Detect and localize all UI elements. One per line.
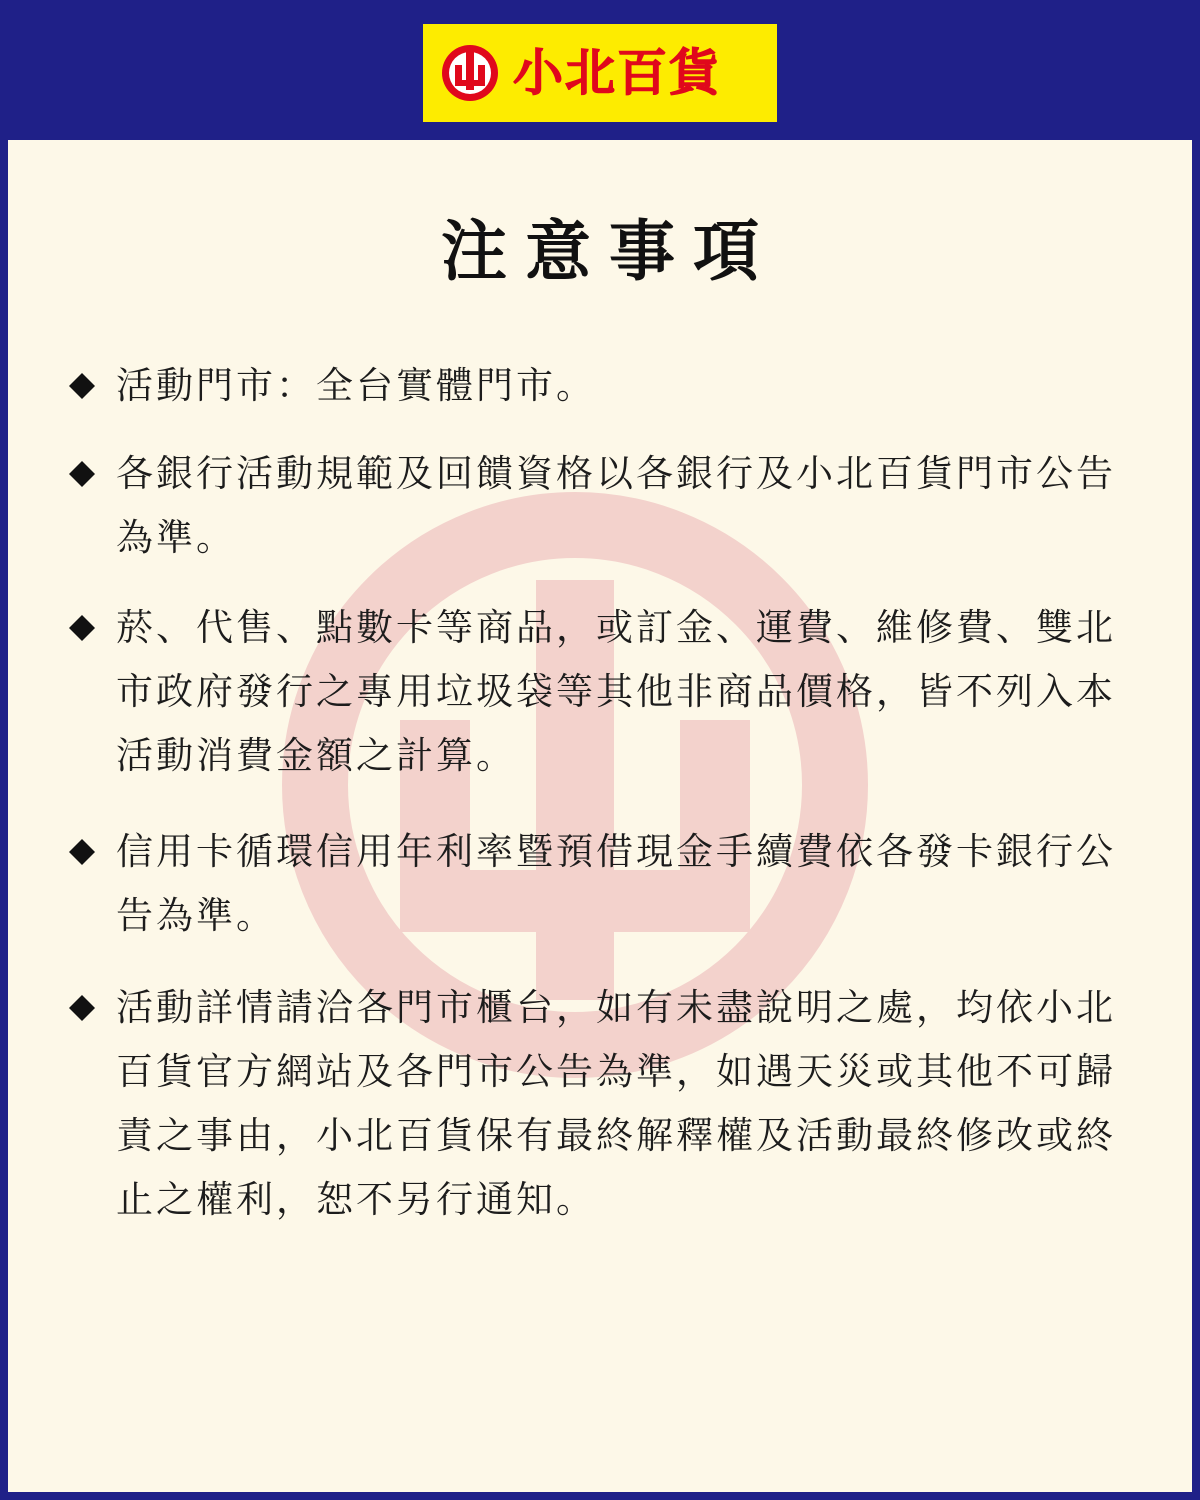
brand-logo [423, 24, 777, 122]
note-text: 各銀行活動規範及回饋資格以各銀行及小北百貨門市公告為準。 [116, 452, 1116, 559]
notice-list [8, 140, 1192, 1492]
notice-panel [8, 140, 1192, 1492]
diamond-bullet-icon [60, 978, 108, 1038]
diamond-bullet-icon [60, 598, 108, 658]
note-text: 信用卡循環信用年利率暨預借現金手續費依各發卡銀行公告為準。 [116, 830, 1116, 937]
brand-name: 小北百貨 [513, 44, 721, 102]
diamond-bullet-icon [60, 822, 108, 882]
note-text: 活動門市：全台實體門市。 [116, 364, 596, 407]
page-title: 注意事項 [441, 213, 777, 290]
note-text: 活動詳情請洽各門市櫃台，如有未盡說明之處，均依小北百貨官方網站及各門市公告為準，如遇天災或其他不可歸責之事由，小北百貨保有最終解釋權及活動最終修改或終止之權利，恕不另行通知。 [116, 986, 1116, 1221]
diamond-bullet-icon [60, 356, 108, 416]
diamond-bullet-icon [60, 444, 108, 504]
xiaobei-logo-icon [440, 43, 500, 103]
note-text: 菸、代售、點數卡等商品，或訂金、運費、維修費、雙北市政府發行之專用垃圾袋等其他非商品價格，皆不列入本活動消費金額之計算。 [116, 606, 1116, 777]
